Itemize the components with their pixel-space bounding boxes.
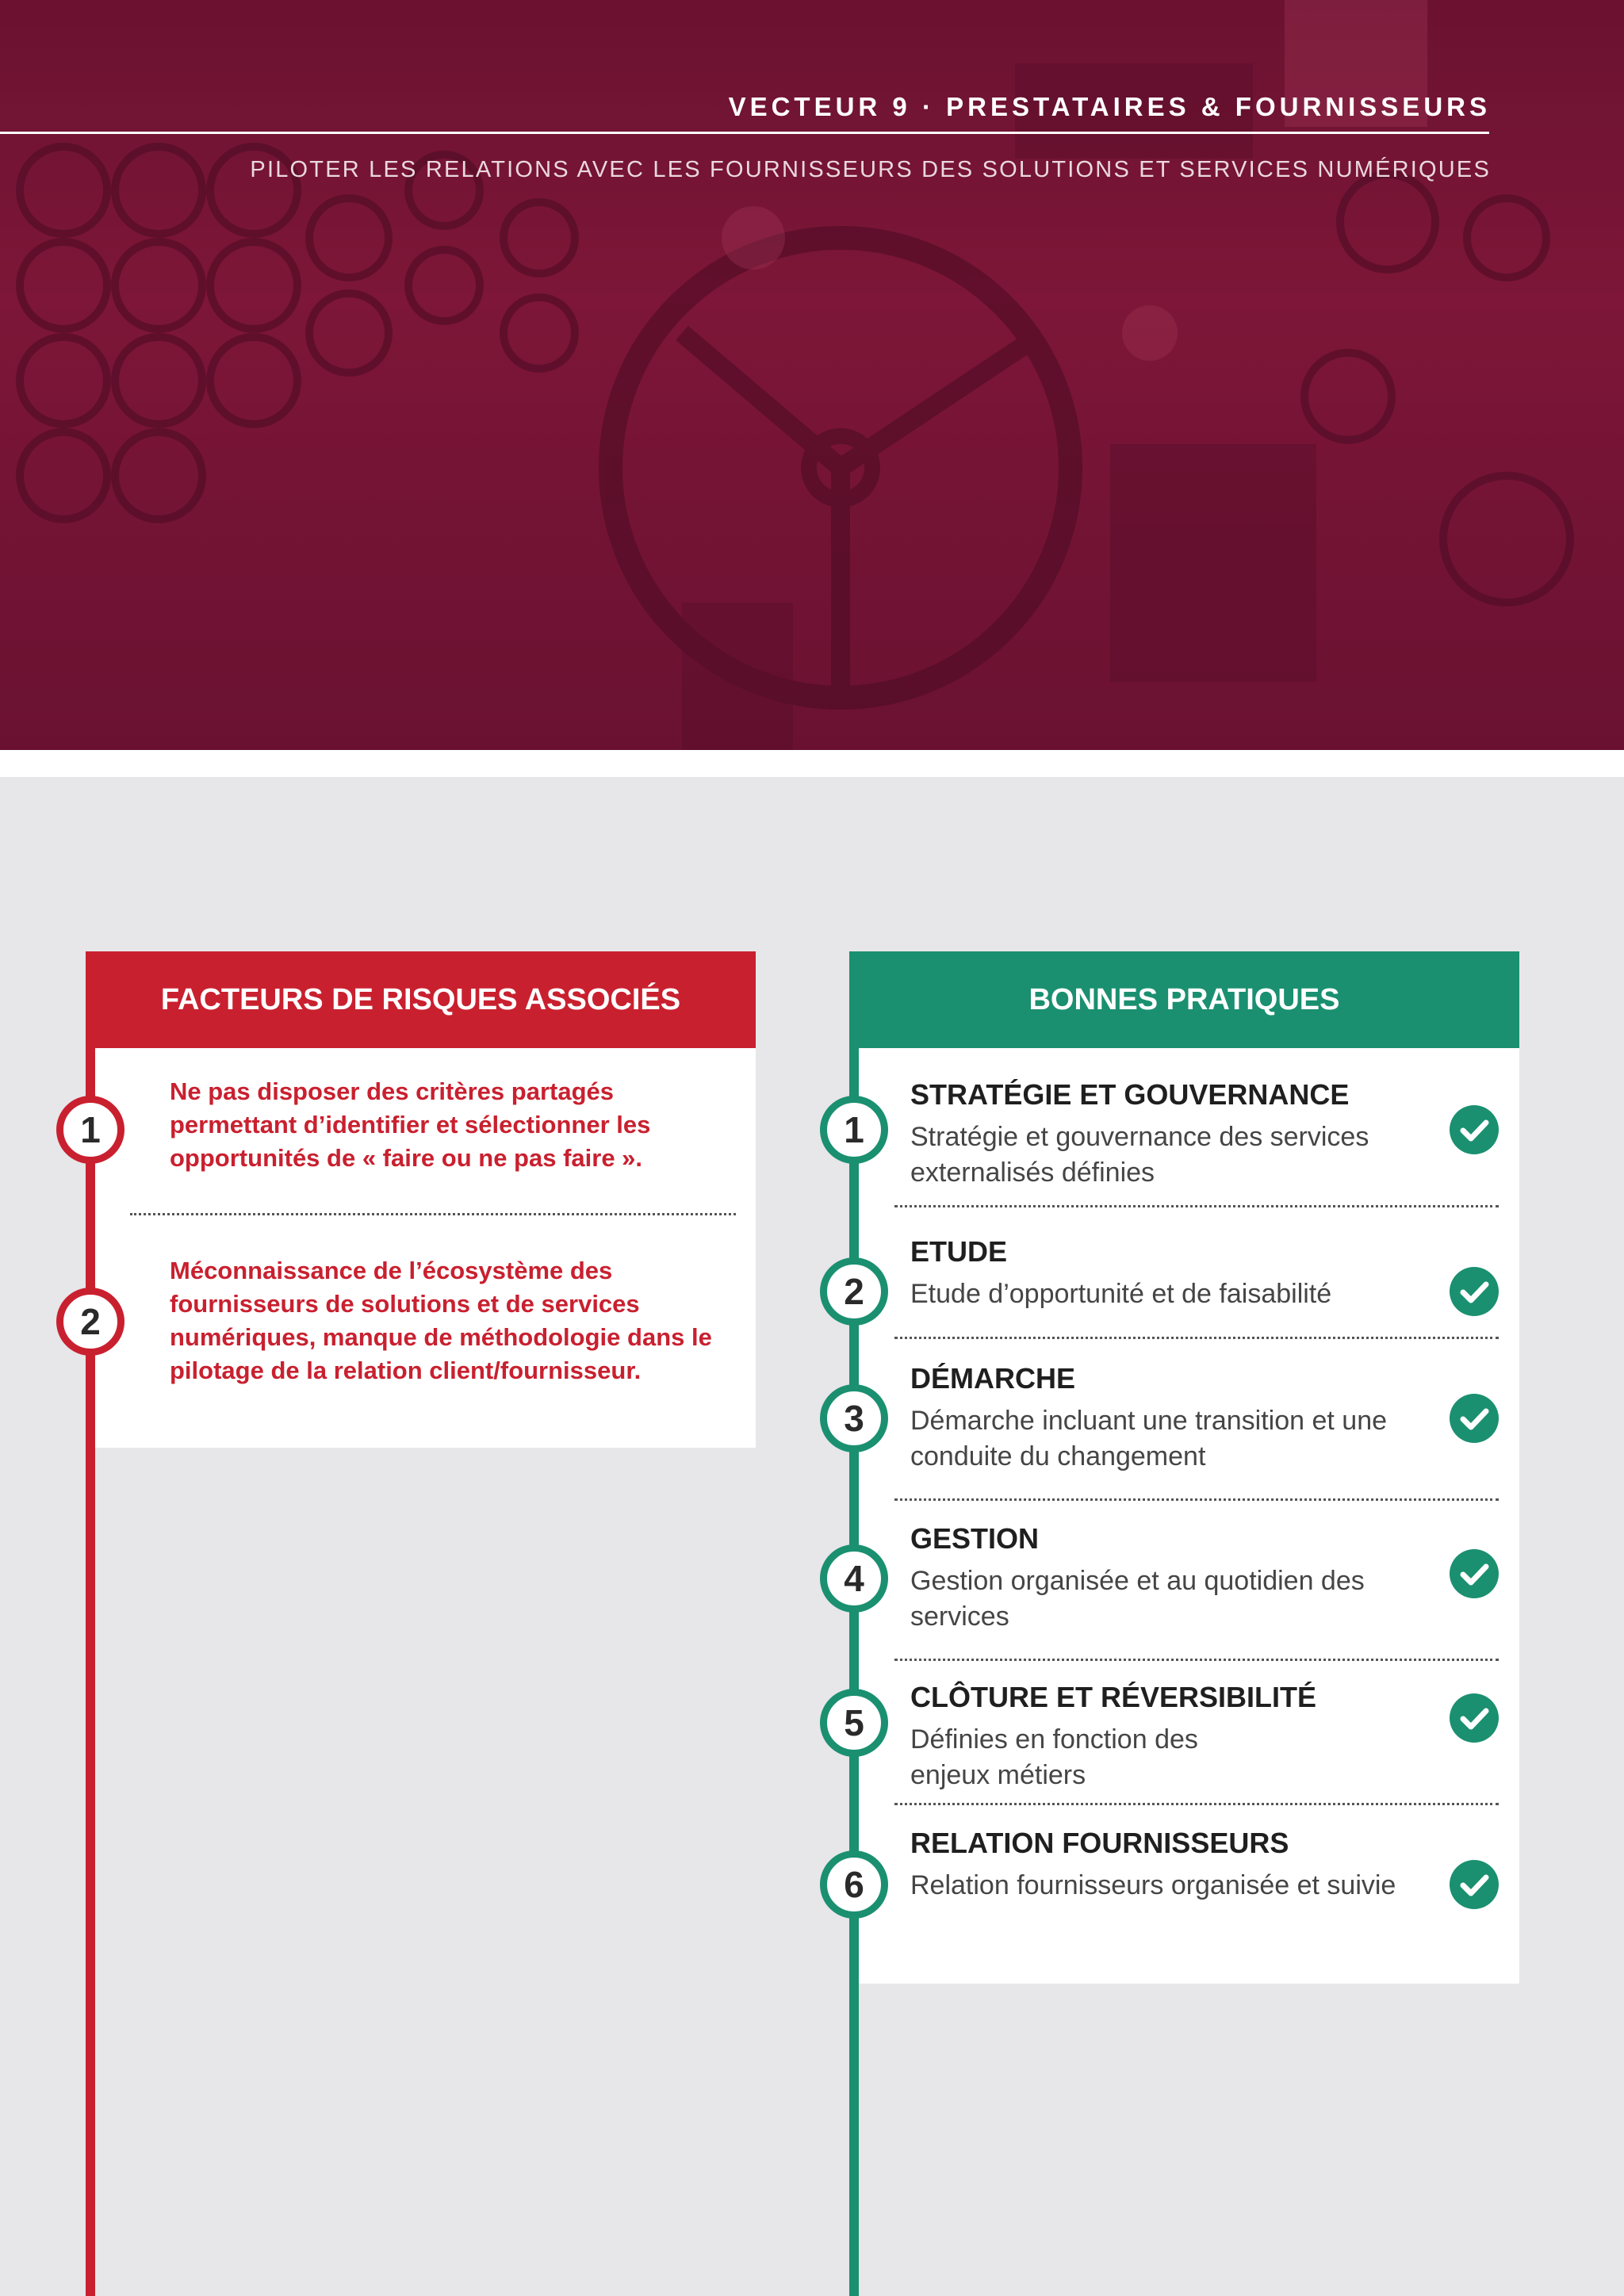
practice-title: RELATION FOURNISSEURS xyxy=(910,1827,1289,1859)
practice-description: Stratégie et gouvernance des services externalisés définies xyxy=(910,1122,1369,1188)
hero-bottom-strip xyxy=(0,750,1624,777)
practices-divider xyxy=(894,1659,1499,1661)
practice-number-badge: 3 xyxy=(820,1384,888,1452)
risk-number-badge: 1 xyxy=(56,1096,124,1164)
practice-title: STRATÉGIE ET GOUVERNANCE xyxy=(910,1078,1350,1111)
practice-number-badge: 4 xyxy=(820,1544,888,1613)
practices-divider xyxy=(894,1205,1499,1207)
risks-divider xyxy=(130,1213,736,1215)
vector-title: VECTEUR 9 · PRESTATAIRES & FOURNISSEURS xyxy=(728,92,1491,121)
vector-subtitle: PILOTER LES RELATIONS AVEC LES FOURNISSEURS DES SOLUTIONS ET SERVICES NUMÉRIQUES xyxy=(250,157,1491,182)
risk-number-badge: 2 xyxy=(56,1288,124,1356)
practice-number-badge: 5 xyxy=(820,1689,888,1757)
risks-header: FACTEURS DE RISQUES ASSOCIÉS xyxy=(86,951,756,1048)
practices-divider xyxy=(894,1498,1499,1501)
risk-item-text: Ne pas disposer des critères partagés permettant d’identifier et sélectionner les opportunités de « faire ou ne pas faire ». xyxy=(170,1077,651,1172)
risk-item-text: Méconnaissance de l’écosystème des fournisseurs de solutions et de services numériques, manque de méthodologie dans le pilotage de la relation client/fournisseur. xyxy=(170,1257,712,1384)
hero-banner xyxy=(0,0,1624,750)
practice-number-badge: 2 xyxy=(820,1257,888,1326)
practice-title: CLÔTURE ET RÉVERSIBILITÉ xyxy=(910,1681,1317,1713)
check-circle-icon xyxy=(1450,1105,1499,1154)
practice-title: GESTION xyxy=(910,1522,1040,1555)
practice-description: Etude d’opportunité et de faisabilité xyxy=(910,1279,1332,1309)
practice-description: Gestion organisée et au quotidien des services xyxy=(910,1566,1365,1632)
practices-divider xyxy=(894,1337,1499,1339)
title-divider xyxy=(0,132,1489,134)
check-circle-icon xyxy=(1450,1394,1499,1443)
practice-number-badge: 1 xyxy=(820,1096,888,1164)
practices-header: BONNES PRATIQUES xyxy=(849,951,1519,1048)
practice-number-badge: 6 xyxy=(820,1850,888,1919)
practice-description: Démarche incluant une transition et une conduite du changement xyxy=(910,1406,1388,1471)
check-circle-icon xyxy=(1450,1693,1499,1743)
practice-title: ETUDE xyxy=(910,1235,1008,1268)
check-circle-icon xyxy=(1450,1549,1499,1598)
practices-divider xyxy=(894,1803,1499,1805)
practice-title: DÉMARCHE xyxy=(910,1362,1076,1395)
check-circle-icon xyxy=(1450,1267,1499,1316)
practice-description: Définies en fonction des enjeux métiers xyxy=(910,1724,1198,1790)
check-circle-icon xyxy=(1450,1860,1499,1909)
practice-description: Relation fournisseurs organisée et suivie xyxy=(910,1870,1396,1900)
